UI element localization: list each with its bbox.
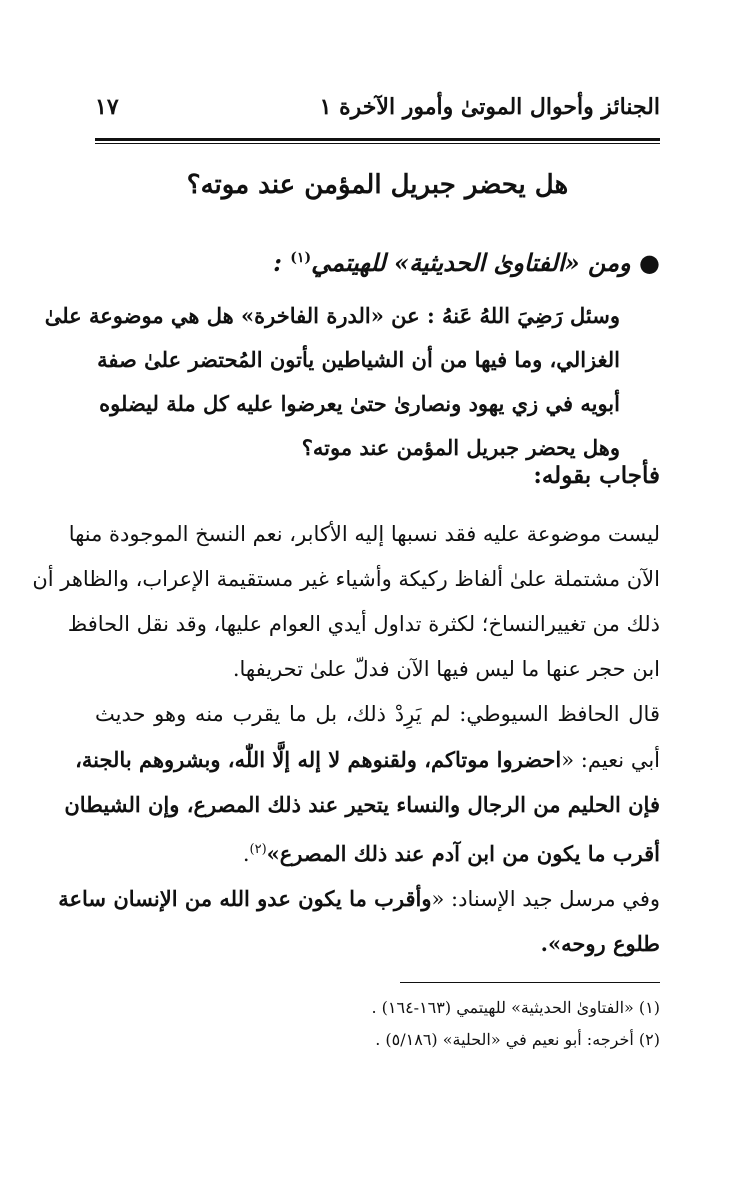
text-plain: وفي مرسل جيد الإسناد: « [431,887,660,911]
running-title: الجنائز وأحوال الموتىٰ وأمور الآخرة ١ [319,94,660,120]
page-header [95,92,660,132]
text-line: ابن حجر عنها ما ليس فيها الآن فدلّ علىٰ تحريفها. [232,657,660,681]
hadith-text: احضروا موتاكم، ولقنوهم لا إله إلَّا اللّٰه، وبشروهم بالجنة، [75,747,562,772]
footnote: (٢) أخرجه: أبو نعيم في «الحلية» (٥/١٨٦) . [375,1030,660,1049]
text-line: قال الحافظ السيوطي: لم يَرِدْ ذلك، بل ما يقرب منه وهو حديث [95,702,660,726]
hadith-text: وأقرب ما يكون عدو الله من الإنسان ساعة [58,886,432,911]
header-rule-thick [95,138,660,141]
question-line: الغزالي، وما فيها من أن الشياطين يأتون المُحتضر علىٰ صفة [97,347,620,372]
source-line [273,248,660,277]
text-line [58,876,660,921]
paragraph-2 [64,692,660,872]
text-plain: أبي نعيم: « [561,748,660,772]
footnote: (١) «الفتاوىٰ الحديثية» للهيتمي (١٦٣-١٦٤) . [371,998,660,1017]
paragraph-1 [32,512,660,692]
hadith-line: فإن الحليم من الرجال والنساء يتحير عند ذلك المصرع، وإن الشيطان [64,792,660,817]
source-text: ومن «الفتاوىٰ الحديثية» للهيتمي [311,248,631,277]
hadith-text: أقرب ما يكون من ابن آدم عند ذلك المصرع» [266,841,660,866]
text-line: الآن مشتملة علىٰ ألفاظ ركيكة وأشياء غير مستقيمة الإعراب، والظاهر أن [32,567,660,591]
footnotes [95,992,660,1056]
footnote-ref-2: (٢) [249,842,267,857]
bullet-icon: ● [639,248,660,277]
page-number: ١٧ [95,94,119,120]
question-block [44,294,620,470]
paragraph-3 [58,876,660,966]
text-line: ليست موضوعة عليه فقد نسبها إليه الأكابر، نعم النسخ الموجودة منها [68,522,660,546]
section-heading: هل يحضر جبريل المؤمن عند موته؟ [186,170,569,200]
hadith-line: طلوع روحه». [540,931,660,956]
hadith-line [95,827,660,872]
source-colon: : [273,248,282,277]
text-line [75,737,660,782]
question-line: وهل يحضر جبريل المؤمن عند موته؟ [301,435,620,460]
footnote-rule [400,982,660,983]
header-rule-thin [95,143,660,144]
question-line: وسئل رَضِيَ اللهُ عَنهُ : عن «الدرة الفاخرة» هل هي موضوعة علىٰ [44,303,620,328]
text-line: ذلك من تغييرالنساخ؛ لكثرة تداول أيدي العوام عليها، وقد نقل الحافظ [67,612,660,636]
text-plain: . [242,842,250,866]
footnote-ref-1: (١) [290,250,312,266]
question-line: أبويه في زي يهود ونصارىٰ حتىٰ يعرضوا عليه كل ملة ليضلوه [99,391,620,416]
answer-heading: فأجاب بقوله: [533,462,660,489]
